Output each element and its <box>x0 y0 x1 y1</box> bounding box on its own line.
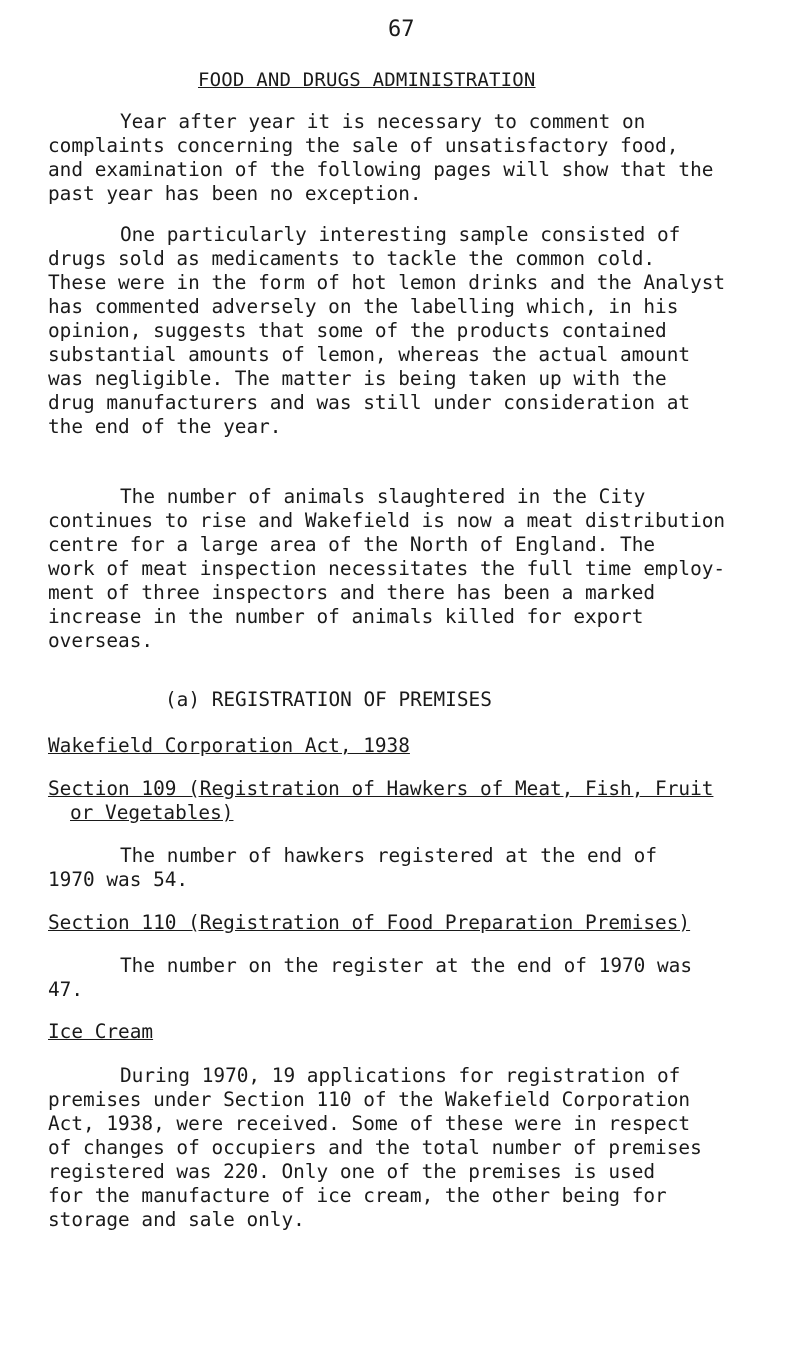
section-title-line: Section 109 (Registration of Hawkers of Meat, Fish, Fruit <box>48 777 714 800</box>
section-109-body <box>48 844 657 892</box>
section-title-line: or Vegetables) <box>70 801 234 824</box>
paragraph-line: The number of animals slaughtered in the City <box>120 485 646 508</box>
paragraph-line: drugs sold as medicaments to tackle the common cold. <box>48 247 656 270</box>
paragraph-line: of changes of occupiers and the total number of premises <box>48 1136 702 1159</box>
paragraph-line: registered was 220. Only one of the premises is used <box>48 1160 656 1183</box>
paragraph-line: The number of hawkers registered at the end of <box>120 844 658 867</box>
ice-cream-body <box>48 1064 702 1232</box>
paragraph-line: One particularly interesting sample consisted of <box>120 223 681 246</box>
paragraph-line: substantial amounts of lemon, whereas the actual amount <box>48 343 691 366</box>
section-110-title: Section 110 (Registration of Food Preparation Premises) <box>48 911 691 934</box>
paragraph-line: and examination of the following pages will show that the <box>48 158 714 181</box>
paragraph-line: for the manufacture of ice cream, the other being for <box>48 1184 667 1207</box>
paragraph-line: past year has been no exception. <box>48 182 422 205</box>
paragraph-line: the end of the year. <box>48 415 282 438</box>
paragraph-line: Year after year it is necessary to comment on <box>120 110 646 133</box>
section-110-body <box>48 954 692 1002</box>
paragraph-line: increase in the number of animals killed for export <box>48 605 644 628</box>
paragraph-line: These were in the form of hot lemon drinks and the Analyst <box>48 271 726 294</box>
paragraph-line: complaints concerning the sale of unsatisfactory food, <box>48 134 679 157</box>
meat-inspection-paragraph <box>48 485 725 653</box>
section-109-title <box>48 777 713 825</box>
paragraph-line: premises under Section 110 of the Wakefield Corporation <box>48 1088 691 1111</box>
page-number: 67 <box>388 17 415 42</box>
paragraph-line: 1970 was 54. <box>48 868 189 891</box>
paragraph-line: was negligible. The matter is being taken up with the <box>48 367 667 390</box>
paragraph-line: The number on the register at the end of 1970 was <box>120 954 693 977</box>
act-title: Wakefield Corporation Act, 1938 <box>48 734 410 757</box>
intro-paragraph <box>48 110 713 206</box>
page-title: FOOD AND DRUGS ADMINISTRATION <box>198 69 536 91</box>
paragraph-line: has commented adversely on the labelling which, in his <box>48 295 679 318</box>
paragraph-line: continues to rise and Wakefield is now a meat distribution <box>48 509 726 532</box>
paragraph-line: drug manufacturers and was still under consideration at <box>48 391 691 414</box>
ice-cream-title: Ice Cream <box>48 1020 154 1043</box>
paragraph-line: 47. <box>48 978 84 1001</box>
paragraph-line: ment of three inspectors and there has been a marked <box>48 581 656 604</box>
paragraph-line: Act, 1938, were received. Some of these were in respect <box>48 1112 691 1135</box>
paragraph-line: storage and sale only. <box>48 1208 305 1231</box>
paragraph-line: centre for a large area of the North of England. The <box>48 533 656 556</box>
paragraph-line: work of meat inspection necessitates the full time employ- <box>48 557 726 580</box>
lemon-drinks-paragraph <box>48 223 725 439</box>
registration-heading: (a) REGISTRATION OF PREMISES <box>165 688 492 711</box>
paragraph-line: opinion, suggests that some of the products contained <box>48 319 667 342</box>
paragraph-line: During 1970, 19 applications for registration of <box>120 1064 681 1087</box>
paragraph-line: overseas. <box>48 629 154 652</box>
